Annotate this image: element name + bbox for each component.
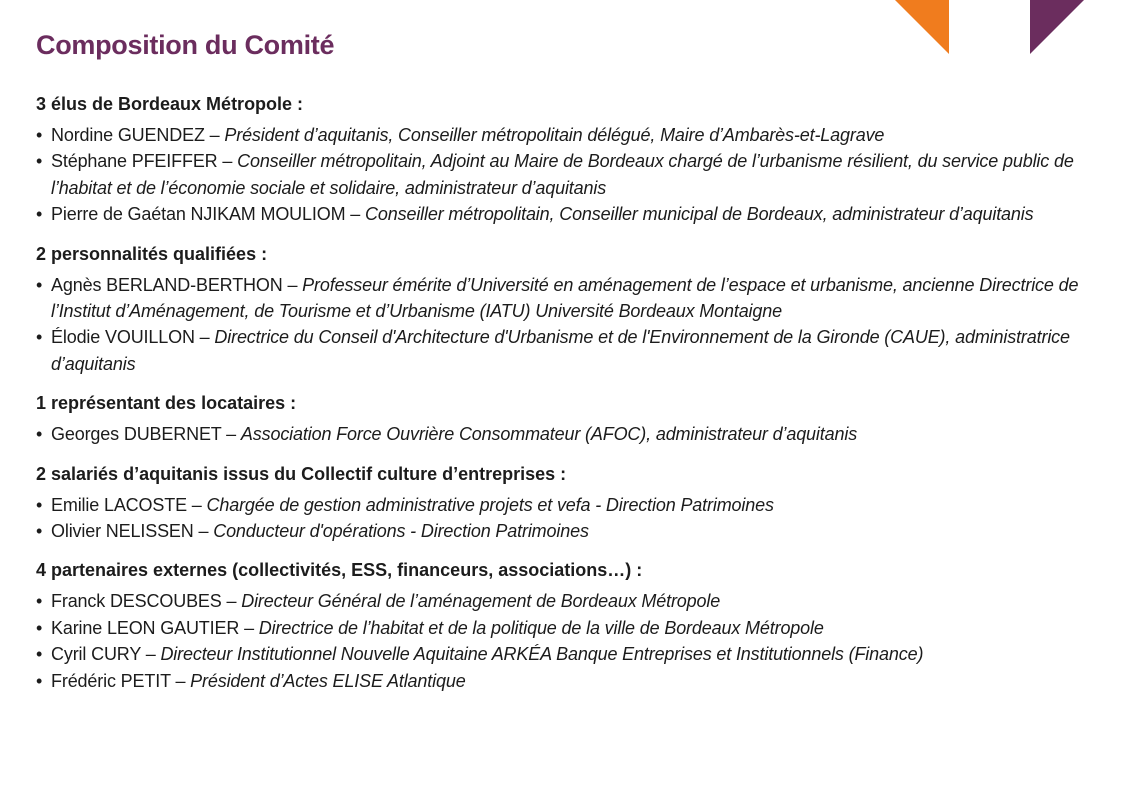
bullet: • [36, 644, 43, 665]
bullet: • [36, 591, 43, 612]
list-item [36, 272, 1106, 325]
section-heading: 3 élus de Bordeaux Métropole : [36, 94, 304, 114]
member-role: Conducteur d'opérations - Direction Patrimoines [213, 521, 589, 542]
separator: – [186, 494, 207, 515]
bullet: • [36, 521, 43, 542]
bullet: • [36, 151, 43, 172]
bullet: • [36, 327, 43, 348]
section-tenant-representative [36, 391, 1106, 447]
member-role: Directeur Général de l’aménagement de Bordeaux Métropole [241, 591, 721, 612]
member-list [36, 492, 1106, 545]
orange-corner-shape [895, 0, 951, 54]
member-list [36, 588, 1106, 694]
page-title: Composition du Comité [36, 30, 335, 60]
separator: – [194, 327, 215, 348]
separator: – [193, 521, 214, 542]
member-list [36, 421, 1106, 447]
member-list [36, 272, 1106, 378]
separator: – [345, 204, 366, 225]
bullet: • [36, 494, 43, 515]
member-name: Élodie VOUILLON [51, 327, 195, 348]
section-elected-officials [36, 92, 1106, 228]
list-item [36, 588, 1106, 614]
bullet: • [36, 424, 43, 445]
list-item [36, 324, 1106, 377]
list-item [36, 122, 1106, 148]
member-role: Conseiller métropolitain, Adjoint au Maire de Bordeaux chargé de l’urbanisme résilient, du service public de l’habitat et de l’économie sociale et solidaire, administrateur d’aquitanis [51, 151, 1074, 198]
purple-triangle [1030, 0, 1084, 54]
member-name: Frédéric PETIT [51, 670, 171, 691]
member-name: Cyril CURY [51, 644, 141, 665]
member-role: Chargée de gestion administrative projets et vefa - Direction Patrimoines [206, 494, 774, 515]
separator: – [140, 644, 161, 665]
member-name: Pierre de Gaétan NJIKAM MOULIOM [51, 204, 346, 225]
member-name: Stéphane PFEIFFER [51, 151, 218, 172]
member-name: Georges DUBERNET [51, 424, 222, 445]
section-external-partners [36, 558, 1106, 694]
separator: – [239, 617, 259, 638]
list-item [36, 492, 1106, 518]
separator: – [170, 670, 191, 691]
bullet: • [36, 670, 43, 691]
section-heading: 2 personnalités qualifiées : [36, 243, 268, 264]
member-list [36, 122, 1106, 228]
list-item [36, 668, 1106, 694]
section-qualified-personalities [36, 242, 1106, 378]
list-item [36, 148, 1106, 201]
list-item [36, 641, 1106, 667]
bullet: • [36, 125, 43, 145]
separator: – [221, 424, 241, 445]
member-role: Directrice de l’habitat et de la politique de la ville de Bordeaux Métropole [258, 617, 824, 638]
member-name: Emilie LACOSTE [51, 494, 187, 515]
section-heading: 2 salariés d’aquitanis issus du Collectif culture d’entreprises : [36, 463, 567, 484]
orange-triangle [895, 0, 949, 54]
purple-corner-shape [1030, 0, 1086, 54]
member-name: Olivier NELISSEN [51, 521, 194, 542]
bullet: • [36, 617, 43, 638]
separator: – [204, 125, 225, 145]
member-role: Directeur Institutionnel Nouvelle Aquitaine ARKÉA Banque Entreprises et Institutionnels (Finance) [160, 644, 924, 665]
member-name: Agnès BERLAND-BERTHON [51, 274, 283, 295]
member-role: Association Force Ouvrière Consommateur (AFOC), administrateur d’aquitanis [240, 424, 858, 445]
member-role: Conseiller métropolitain, Conseiller municipal de Bordeaux, administrateur d’aquitanis [365, 204, 1034, 225]
member-name: Franck DESCOUBES [51, 591, 222, 612]
section-employees [36, 462, 1106, 545]
bullet: • [36, 274, 43, 295]
list-item [36, 421, 1106, 447]
committee-composition [36, 92, 1106, 708]
list-item [36, 201, 1106, 227]
list-item [36, 615, 1106, 641]
separator: – [217, 151, 238, 172]
separator: – [282, 274, 303, 295]
member-role: Président d’Actes ELISE Atlantique [190, 670, 466, 691]
member-role: Directrice du Conseil d'Architecture d'Urbanisme et de l'Environnement de la Gironde (CAUE), administratrice d’aquitanis [51, 327, 1070, 374]
member-role: Président d’aquitanis, Conseiller métropolitain délégué, Maire d’Ambarès-et-Lagrave [224, 125, 885, 145]
separator: – [221, 591, 242, 612]
section-heading: 1 représentant des locataires : [36, 393, 297, 414]
bullet: • [36, 204, 43, 225]
member-role: Professeur émérite d’Université en aménagement de l’espace et urbanisme, ancienne Directrice de l’Institut d’Aménagement, de Tourisme et d’Urbanisme (IATU) Université Bordeaux Montaigne [51, 274, 1079, 322]
list-item [36, 518, 1106, 544]
member-name: Karine LEON GAUTIER [51, 617, 240, 638]
member-name: Nordine GUENDEZ [51, 125, 205, 145]
section-heading: 4 partenaires externes (collectivités, ESS, financeurs, associations…) : [36, 560, 643, 581]
